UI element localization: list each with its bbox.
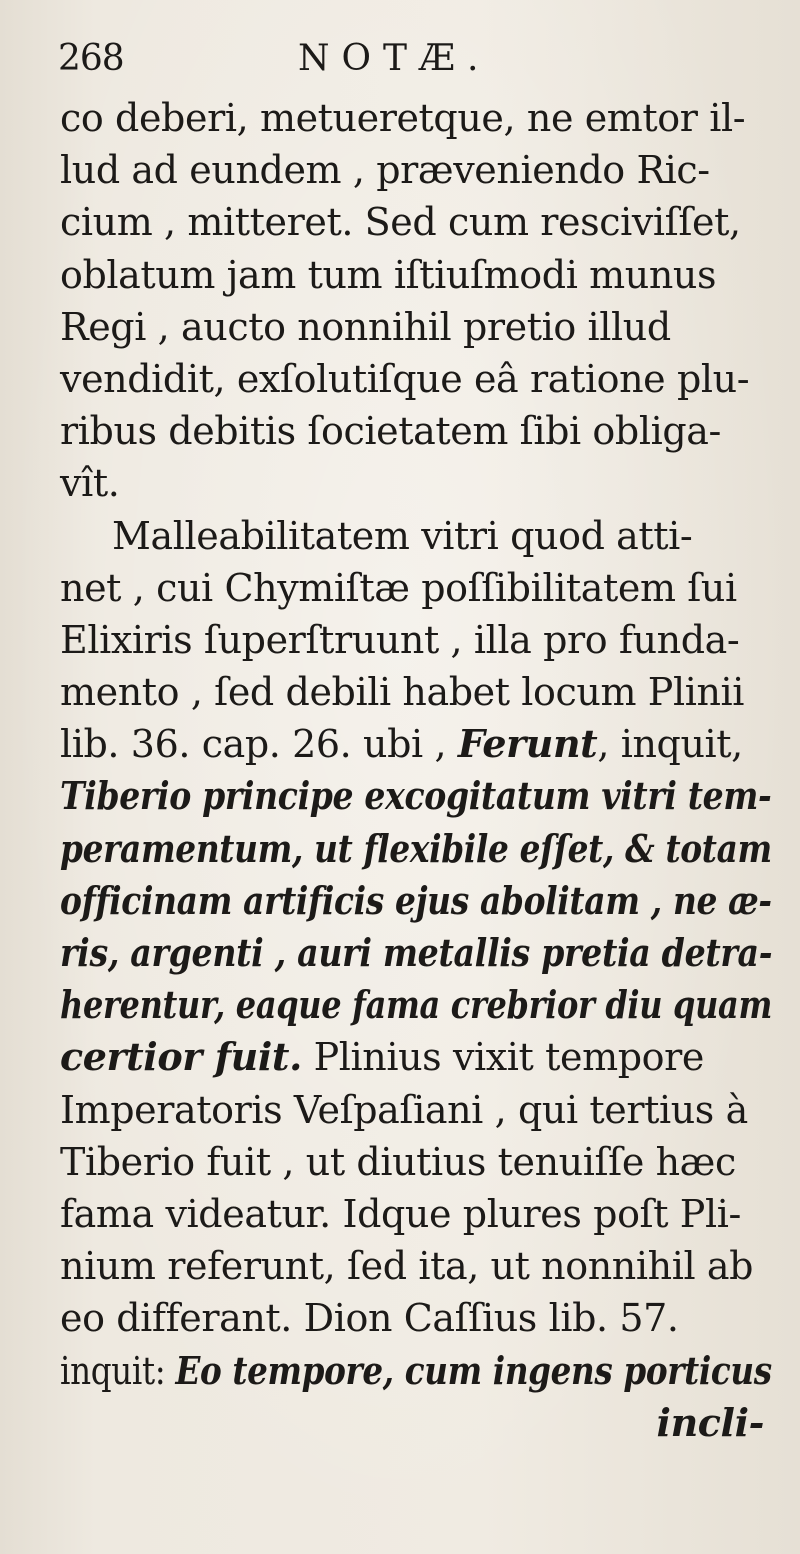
italic-quote-segment: Eo tempore, cum ingens porticus (175, 1347, 772, 1393)
page-number: 268 (58, 38, 124, 79)
text-line (60, 1084, 772, 1136)
text-line (60, 1188, 772, 1240)
text-line (60, 1345, 772, 1397)
italic-quote-segment: incli- (656, 1399, 764, 1445)
text-segment: nium referunt, ſed ita, ut nonnihil ab (60, 1244, 754, 1289)
text-segment: lib. 36. cap. 26. ubi , (60, 722, 458, 767)
text-line (60, 718, 772, 770)
text-line (60, 249, 772, 301)
italic-quote-segment: herentur, eaque fama crebrior diu quam (60, 982, 773, 1028)
text-segment: cium , mitteret. Sed cum resciviſſet, (60, 200, 741, 245)
text-segment: lud ad eundem , præveniendo Ric- (60, 148, 710, 193)
text-line (60, 614, 772, 666)
text-line (60, 1136, 772, 1188)
text-segment: mento , ſed debili habet locum Plinii (60, 670, 745, 715)
text-line (60, 823, 772, 875)
italic-quote-segment: Ferunt (457, 721, 598, 767)
page-header (58, 32, 758, 82)
text-segment: eo differant. Dion Caſſius lib. 57. (60, 1296, 679, 1341)
text-segment: inquit: (60, 1348, 176, 1393)
running-head: NOTÆ. (298, 38, 491, 79)
text-line (60, 979, 773, 1031)
text-line (60, 405, 772, 457)
text-segment: , inquit, (597, 722, 743, 767)
text-segment: Regi , aucto nonnihil pretio illud (60, 304, 671, 349)
italic-quote-segment: officinam artificis ejus abolitam , ne æ- (60, 877, 772, 923)
text-line (60, 144, 772, 196)
text-segment: ribus debitis ſocietatem ſibi obliga- (60, 409, 721, 454)
text-line (60, 510, 772, 562)
text-line (60, 353, 772, 405)
text-segment: Plinius vixit tempore (301, 1035, 704, 1080)
italic-quote-segment: certior fuit. (60, 1034, 302, 1080)
italic-quote-segment: ris, argenti , auri metallis pretia detra- (60, 930, 773, 975)
text-line (60, 457, 772, 509)
italic-quote-segment: peramentum, ut flexibile eſſet, & totam (60, 825, 772, 871)
text-line (60, 666, 772, 718)
text-segment: oblatum jam tum iſtiuſmodi munus (60, 252, 717, 297)
text-segment: vendidit, exſolutiſque eâ ratione plu- (60, 356, 750, 401)
text-line (60, 927, 773, 979)
text-line (60, 1031, 772, 1083)
text-segment: fama videatur. Idque plures poſt Pli- (60, 1191, 741, 1236)
text-segment: net , cui Chymiſtæ poſſibilitatem ſui (60, 565, 737, 610)
text-line (60, 875, 772, 927)
text-segment: Malleabilitatem vitri quod atti- (112, 513, 693, 558)
text-segment: vît. (60, 461, 120, 506)
catchword-line (60, 1397, 772, 1449)
text-segment: co deberi, metueretque, ne emtor il- (60, 96, 746, 140)
text-line (60, 1240, 772, 1292)
text-line (60, 562, 772, 614)
text-line (60, 92, 772, 144)
text-segment: Elixiris ſuperſtruunt , illa pro funda- (60, 617, 740, 662)
text-segment: Tiberio fuit , ut diutius tenuiſſe hæc (60, 1139, 736, 1184)
text-line (60, 301, 772, 353)
text-segment: Imperatoris Veſpaſiani , qui tertius à (60, 1087, 748, 1132)
body-text (60, 92, 772, 1449)
text-line (60, 196, 772, 248)
italic-quote-segment: Tiberio principe excogitatum vitri tem- (60, 773, 772, 819)
text-line (60, 1292, 772, 1344)
text-line (60, 770, 772, 822)
